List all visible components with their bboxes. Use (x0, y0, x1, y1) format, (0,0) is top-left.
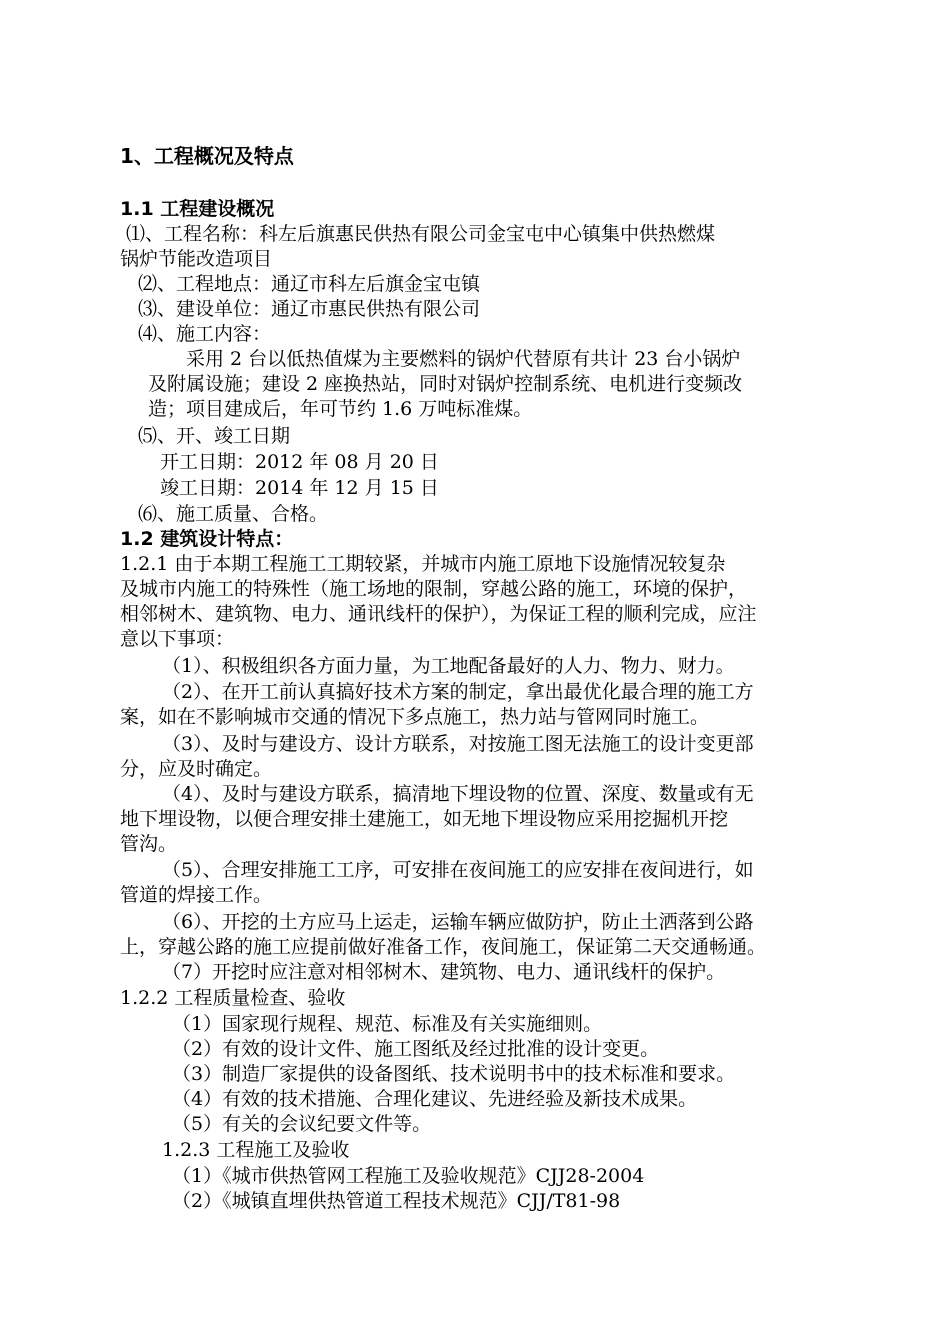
quality-basis-3: （3）制造厂家提供的设备图纸、技术说明书中的技术标准和要求。 (172, 1063, 736, 1085)
note-5-line-1: （5）、合理安排施工工序，可安排在夜间施工的应安排在夜间进行，如 (162, 859, 754, 881)
construction-content-line-1: 采用 2 台以低热值煤为主要燃料的锅炉代替原有共计 23 台小锅炉 (186, 348, 741, 370)
subsection-heading-1-1: 1.1 工程建设概况 (120, 198, 275, 220)
quality-basis-5: （5）有关的会议纪要文件等。 (172, 1113, 432, 1135)
quality-basis-4: （4）有效的技术措施、合理化建议、先进经验及新技术成果。 (172, 1088, 698, 1110)
note-7: （7）开挖时应注意对相邻树木、建筑物、电力、通讯线杆的保护。 (162, 961, 726, 983)
paragraph-121-line-1: 1.2.1 由于本期工程施工工期较紧，并城市内施工原地下设施情况较复杂 (120, 553, 726, 575)
note-2-line-1: （2）、在开工前认真搞好技术方案的制定，拿出最优化最合理的施工方 (162, 681, 754, 703)
construction-unit: ⑶、建设单位：通辽市惠民供热有限公司 (138, 298, 481, 320)
note-4-line-1: （4）、及时与建设方联系，搞清地下埋设物的位置、深度、数量或有无 (162, 783, 754, 805)
project-location: ⑵、工程地点：通辽市科左后旗金宝屯镇 (138, 273, 481, 295)
paragraph-123-heading: 1.2.3 工程施工及验收 (162, 1139, 350, 1161)
note-3-line-2: 分，应及时确定。 (120, 758, 273, 780)
project-name-line-2: 锅炉节能改造项目 (120, 248, 273, 270)
subsection-heading-1-2: 1.2 建筑设计特点： (120, 528, 294, 550)
paragraph-122-heading: 1.2.2 工程质量检查、验收 (120, 987, 346, 1009)
paragraph-121-line-4: 意以下事项： (120, 628, 235, 650)
schedule-label: ⑸、开、竣工日期 (138, 425, 291, 447)
construction-content-line-2: 及附属设施；建设 2 座换热站，同时对锅炉控制系统、电机进行变频改 (148, 373, 743, 395)
paragraph-121-line-3: 相邻树木、建筑物、电力、通讯线杆的保护），为保证工程的顺利完成，应注 (120, 603, 757, 625)
section-heading: 1、工程概况及特点 (120, 144, 294, 168)
quality-basis-2: （2）有效的设计文件、施工图纸及经过批准的设计变更。 (172, 1038, 660, 1060)
start-date: 开工日期：2012 年 08 月 20 日 (160, 451, 439, 473)
construction-content-line-3: 造；项目建成后，年可节约 1.6 万吨标准煤。 (148, 398, 533, 420)
note-6-line-1: （6）、开挖的土方应马上运走，运输车辆应做防护，防止土洒落到公路 (162, 911, 754, 933)
note-1: （1）、积极组织各方面力量，为工地配备最好的人力、物力、财力。 (162, 655, 735, 677)
paragraph-121-line-2: 及城市内施工的特殊性（施工场地的限制，穿越公路的施工，环境的保护， (120, 578, 748, 600)
regulation-2: （2）《城镇直埋供热管道工程技术规范》CJJ/T81-98 (172, 1190, 621, 1212)
quality-basis-1: （1）国家现行规程、规范、标准及有关实施细则。 (172, 1013, 603, 1035)
end-date: 竣工日期：2014 年 12 月 15 日 (160, 477, 439, 499)
construction-content-label: ⑷、施工内容： (138, 323, 272, 345)
note-2-line-2: 案，如在不影响城市交通的情况下多点施工，热力站与管网同时施工。 (120, 706, 710, 728)
project-name-line-1: ⑴、工程名称：科左后旗惠民供热有限公司金宝屯中心镇集中供热燃煤 (126, 223, 716, 245)
note-4-line-2: 地下埋设物，以便合理安排土建施工，如无地下埋设物应采用挖掘机开挖 (120, 808, 729, 830)
note-3-line-1: （3）、及时与建设方、设计方联系，对按施工图无法施工的设计变更部 (162, 733, 754, 755)
note-6-line-2: 上，穿越公路的施工应提前做好准备工作，夜间施工，保证第二天交通畅通。 (120, 936, 767, 958)
note-5-line-2: 管道的焊接工作。 (120, 884, 273, 906)
construction-quality: ⑹、施工质量、合格。 (138, 503, 329, 525)
note-4-line-3: 管沟。 (120, 833, 178, 855)
regulation-1: （1）《城市供热管网工程施工及验收规范》CJJ28-2004 (172, 1165, 645, 1187)
